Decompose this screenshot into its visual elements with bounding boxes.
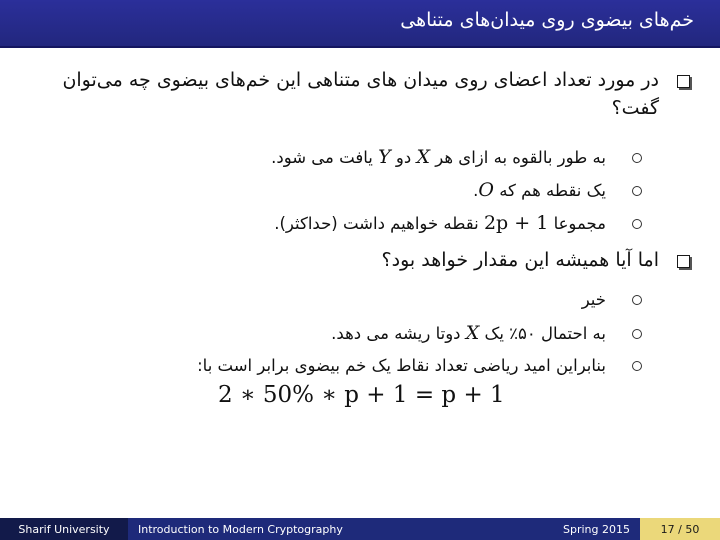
circle-bullet-icon xyxy=(632,153,642,163)
footer-page-number: 17 / 50 xyxy=(640,518,720,540)
sub-item-1-1 xyxy=(40,144,660,171)
math-expr-2p-plus-1: 2p + 1 xyxy=(483,212,549,234)
math-var-o: O xyxy=(478,179,494,201)
sub-item-1-3 xyxy=(40,210,660,237)
circle-bullet-icon xyxy=(632,295,642,305)
sub-item-2-3 xyxy=(40,353,660,379)
footer-course-title: Introduction to Modern Cryptography xyxy=(128,518,432,540)
sub-text-2-3: بنابراین امید ریاضی تعداد نقاط یک خم بیضوی برابر است با: xyxy=(197,356,606,375)
checkbox-bullet-icon xyxy=(677,255,690,268)
footer-university: Sharif University xyxy=(0,518,128,540)
checkbox-bullet-icon xyxy=(677,75,690,88)
circle-bullet-icon xyxy=(632,361,642,371)
bullet-text-1: در مورد تعداد اعضای روی میدان های متناهی این خم‌های بیضوی چه می‌توان گفت؟ xyxy=(62,69,659,119)
sub-text-2-1: خیر xyxy=(581,290,606,309)
circle-bullet-icon xyxy=(632,219,642,229)
bullet-item-1 xyxy=(40,66,690,122)
circle-bullet-icon xyxy=(632,329,642,339)
math-var-x: X xyxy=(416,146,430,168)
sub-text-2-2: به احتمال ۵۰٪ یک X دوتا ریشه می دهد. xyxy=(331,322,606,344)
math-var-x: X xyxy=(465,322,480,344)
sub-item-2-2 xyxy=(40,320,660,347)
bullet-item-2 xyxy=(40,246,690,274)
title-bar xyxy=(0,0,720,48)
sub-text-1-3: مجموعا 2p + 1 نقطه خواهیم داشت (حداکثر). xyxy=(274,212,606,234)
footer-bar xyxy=(0,518,720,540)
circle-bullet-icon xyxy=(632,186,642,196)
math-var-y: Y xyxy=(378,146,391,168)
bullet-text-2: اما آیا همیشه این مقدار خواهد بود؟ xyxy=(381,249,659,271)
sub-item-2-1 xyxy=(40,287,660,313)
sub-text-1-2: یک نقطه هم که O. xyxy=(473,179,606,201)
expected-points-equation: 2 ∗ 50% ∗ p + 1 = p + 1 xyxy=(218,382,505,408)
sub-item-1-2 xyxy=(40,177,660,204)
footer-term: Spring 2015 xyxy=(432,518,640,540)
sub-text-1-1: به طور بالقوه به ازای هر X دو Y یافت می شود. xyxy=(271,146,606,168)
slide-title: خم‌های بیضوی روی میدان‌های متناهی xyxy=(400,9,694,31)
